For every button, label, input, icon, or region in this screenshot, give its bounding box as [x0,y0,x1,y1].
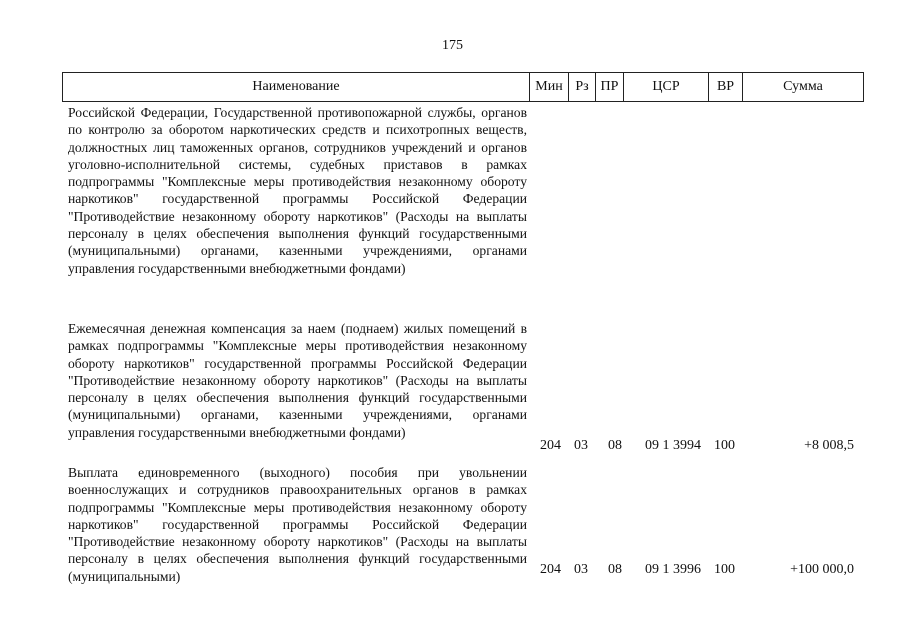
row-pr: 08 [608,562,622,577]
table-header [62,72,864,102]
table-row [62,464,864,640]
page-number: 175 [442,38,463,53]
table-row [62,104,864,312]
row-csr: 09 1 3994 [645,438,701,453]
row-name: Ежемесячная денежная компенсация за наем (поднаем) жилых помещений в рамках подпрограммы "Комплексные меры противодействия незаконному обороту наркотиков" государственной программы Российской Федерации "Противодействие незаконному обороту наркотиков" (Расходы на выплаты персоналу в целях обеспечения выполнения функций государственными (муниципальными) органами, казенными учреждениями, органами управления государственными внебюджетными фондами) [68,321,527,440]
row-sum: +100 000,0 [790,562,854,577]
row-vr: 100 [714,438,735,453]
row-csr: 09 1 3996 [645,562,701,577]
row-min: 204 [540,438,561,453]
header-rz: Рз [569,73,596,101]
header-name: Наименование [63,73,530,101]
row-vr: 100 [714,562,735,577]
row-rz: 03 [574,438,588,453]
row-min: 204 [540,562,561,577]
row-name: Выплата единовременного (выходного) пособия при увольнении военнослужащих и сотрудников правоохранительных органов в рамках подпрограммы "Комплексные меры противодействия незаконному обороту наркотиков" государственной программы Российской Федерации "Противодействие незаконному обороту наркотиков" (Расходы на выплаты персоналу в целях обеспечения выполнения функций государственными (муниципальными) [68,465,527,584]
header-pr: ПР [596,73,624,101]
row-rz: 03 [574,562,588,577]
header-min: Мин [530,73,569,101]
table-row [62,320,864,460]
row-name: Российской Федерации, Государственной противопожарной службы, органов по контролю за оборотом наркотических средств и психотропных веществ, должностных лиц таможенных органов, сотрудников учреждений и органов уголовно-исполнительной системы, судебных приставов в рамках подпрограммы "Комплексные меры противодействия незаконному обороту наркотиков" государственной программы Российской Федерации "Противодействие незаконному обороту наркотиков" (Расходы на выплаты персоналу в целях обеспечения выполнения функций государственными (муниципальными) органами, казенными учреждениями, органами управления государственными внебюджетными фондами) [68,105,527,276]
row-pr: 08 [608,438,622,453]
header-vr: ВР [709,73,743,101]
header-sum: Сумма [783,79,823,94]
row-sum: +8 008,5 [804,438,854,453]
header-csr: ЦСР [624,73,709,101]
